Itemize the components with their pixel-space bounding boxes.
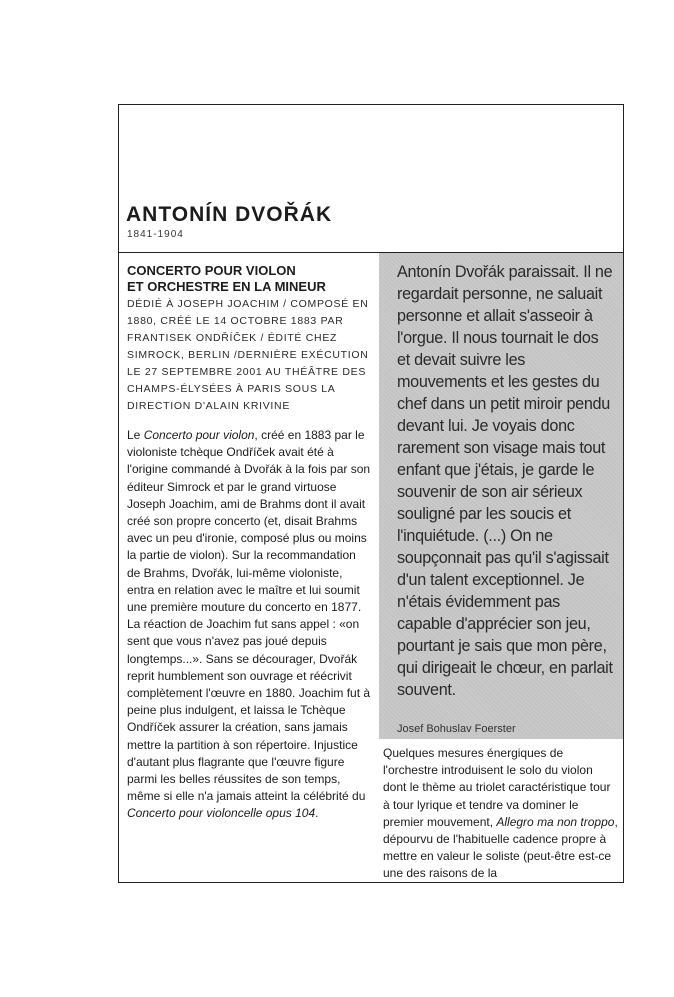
right-column xyxy=(379,253,623,883)
body-text-part: , dépourvu de l'habituelle cadence propre à mettre en valeur le soliste (peut-être est-ce une des raisons de la xyxy=(383,814,618,881)
composer-name: ANTONÍN DVOŘÁK xyxy=(126,203,333,226)
work-details: DÉDIÉ À JOSEPH JOACHIM / COMPOSÉ EN 1880, CRÉÉ LE 14 OCTOBRE 1883 PAR FRANTISEK ONDŘÍČEK / ÉDITÉ CHEZ SIMROCK, BERLIN /DERNIÈRE EXÉCUTION LE 27 SEPTEMBRE 2001 AU THÉÂTRE DES CHAMPS-ÉLYSÉES À PARIS SOUS LA DIRECTION D'ALAIN KRIVINE xyxy=(127,298,369,412)
tempo-marking-italic: Allegro ma non troppo xyxy=(496,814,615,829)
body-text-part: Le xyxy=(127,428,144,442)
right-body-text xyxy=(383,745,623,883)
left-column xyxy=(127,263,372,823)
quote-author: Josef Bohuslav Foerster xyxy=(397,723,516,735)
program-page-frame xyxy=(118,104,624,883)
composer-dates: 1841-1904 xyxy=(127,229,184,240)
work-title xyxy=(127,263,372,295)
work-name-italic: Concerto pour violon xyxy=(143,428,255,442)
body-text-part: , créé en 1883 par le violoniste tchèque Ondříček avait été à l'origine commandé à Dvořák à la fois par son éditeur Simrock et par le grand virtuose Joseph Joachim, ami de Brahms dont il avait créé son propre concerto (et, disait Brahms avec un peu d'ironie, composé plus ou moins la partie de violon). Sur la recommandation de Brahms, Dvořák, lui-même violoniste, entra en relation avec le maître et lui soumit une première mouture du concerto en 1877. La réaction de Joachim fut sans appel : «on sent que vous n'avez pas joué depuis longtemps...». Sans se décourager, Dvořák reprit humblement son ouvrage et réécrivit complètement l'œuvre en 1880. Joachim fut à peine plus indulgent, et laissa le Tchèque Ondříček assurer la création, sans jamais mettre la partition à son répertoire. Injustice d'autant plus flagrante que l'œuvre figure parmi les belles réussites de son temps, même si elle n'a jamais atteint la célébrité du xyxy=(127,428,371,804)
body-text xyxy=(127,427,372,823)
work-title-line2: ET ORCHESTRE EN LA MINEUR xyxy=(127,279,326,294)
work-title-line1: CONCERTO POUR VIOLON xyxy=(127,263,296,278)
header-band xyxy=(119,105,623,253)
quote-box xyxy=(379,253,623,739)
body-text-part: . xyxy=(315,806,319,821)
body-text-part: Quelques mesures énergiques de l'orchestre introduisent le solo du violon dont le thème au triolet caractéristique tour à tour lyrique et tendre va dominer le premier mouvement, xyxy=(383,746,611,829)
body-paragraph xyxy=(383,745,619,883)
work-name-italic: Concerto pour violoncelle opus 104 xyxy=(127,806,316,821)
quote-text: Antonín Dvořák paraissait. Il ne regardait personne, ne saluait personne et allait s'asseoir à l'orgue. Il nous tournait le dos et devait suivre les mouvements et les gestes du chef dans un petit miroir pendu devant lui. Je voyais donc rarement son visage mais tout enfant que j'étais, je garde le souvenir de son air sérieux souligné par les soucis et l'inquiétude. (...) On ne soupçonnait pas qu'il s'agissait d'un talent exceptionnel. Je n'étais évidemment pas capable d'apprécier son jeu, pourtant je sais que mon père, qui dirigeait le chœur, en parlait souvent. xyxy=(397,263,613,699)
body-paragraph xyxy=(127,427,372,823)
